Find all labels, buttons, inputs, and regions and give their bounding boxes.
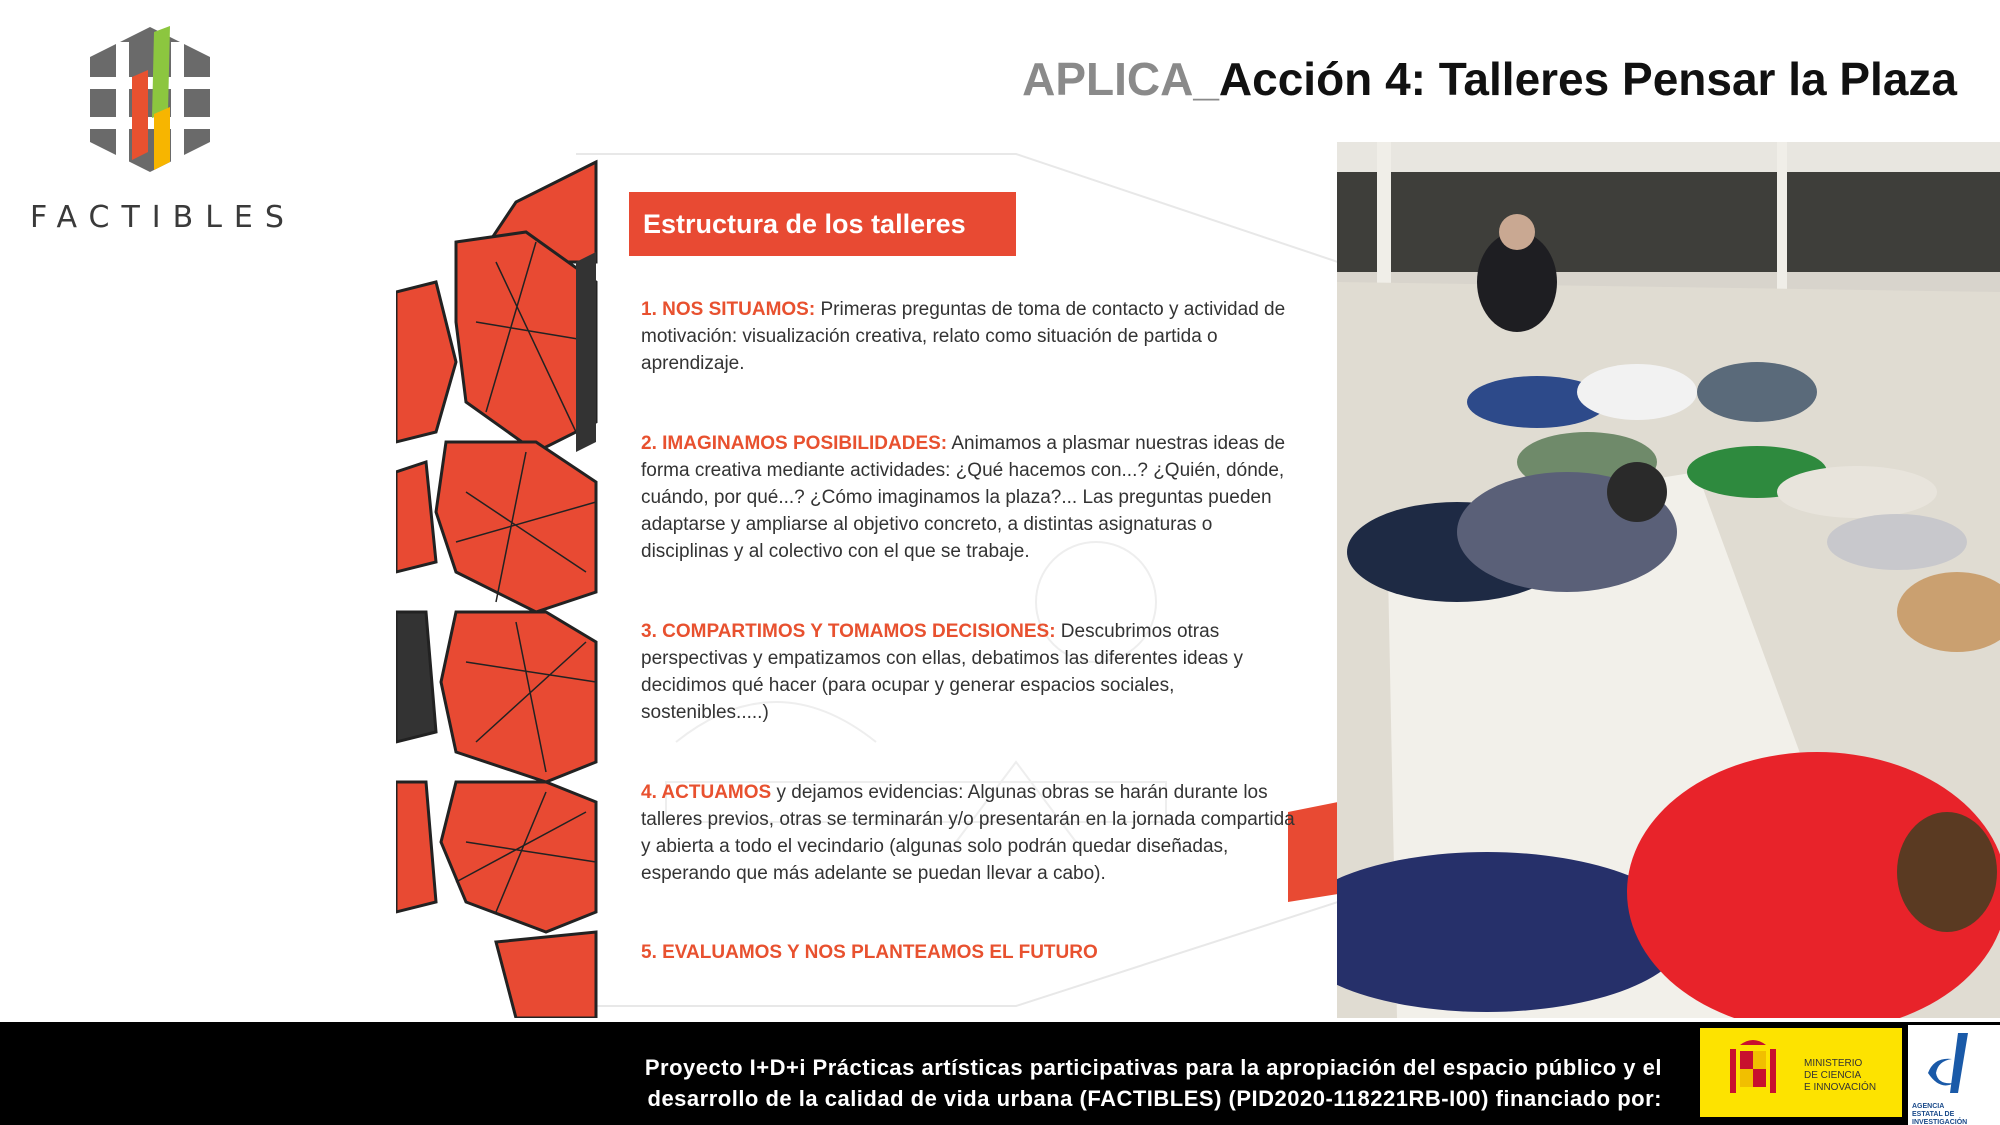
step-4-text: y dejamos evidencias: Algunas obras se harán durante los talleres previos, otras se terminarán y/o presentarán en la jornada compartida y abierta a todo el vecindario (algunas solo podrán quedar diseñadas, esperando que más adelante se puedan llevar a cabo). [641, 782, 1295, 884]
step-1-label: 1. NOS SITUAMOS: [641, 299, 816, 320]
agency-line-2: ESTATAL DE [1912, 1111, 1955, 1118]
ministry-name [1804, 1058, 1876, 1094]
title-prefix: APLICA_ [1022, 53, 1219, 105]
workshop-structure-card [396, 142, 1338, 1018]
step-4 [641, 779, 1301, 887]
step-2 [641, 430, 1301, 565]
step-3 [641, 618, 1301, 726]
step-1 [641, 296, 1301, 377]
agency-name [1912, 1103, 1967, 1125]
step-5-label: 5. EVALUAMOS Y NOS PLANTEAMOS EL FUTURO [641, 942, 1098, 963]
funding-text [542, 1052, 1662, 1114]
logo-wordmark: FACTIBLES [30, 200, 296, 235]
agency-line-3: INVESTIGACIÓN [1912, 1119, 1968, 1125]
ministry-line-2: DE CIENCIA [1804, 1070, 1862, 1081]
workshop-photo [1337, 142, 2000, 1018]
funding-line-1: Proyecto I+D+i Prácticas artísticas participativas para la apropiación del espacio público y el [644, 1055, 1662, 1080]
step-3-text: Descubrimos otras perspectivas y empatizamos con ellas, debatimos las diferentes ideas y decidimos qué hacer (para ocupar y generar espacios sociales, sostenibles.....) [641, 621, 1243, 723]
funding-line-2: desarrollo de la calidad de vida urbana (FACTIBLES) (PID2020-118221RB-I00) financiado por: [647, 1086, 1662, 1111]
step-5 [641, 939, 1301, 966]
title-main: Acción 4: Talleres Pensar la Plaza [1218, 53, 1957, 105]
agency-logo [1908, 1025, 2000, 1125]
funding-footer [0, 1022, 2000, 1125]
card-heading: Estructura de los talleres [629, 192, 1016, 256]
children-on-floor-photo [1337, 142, 2000, 1018]
aei-logo-icon [1914, 1027, 1994, 1103]
ministry-logo [1700, 1028, 1902, 1117]
ministry-line-1: MINISTERIO [1804, 1058, 1863, 1069]
step-4-label: 4. ACTUAMOS [641, 782, 772, 803]
factibles-logo [30, 22, 296, 237]
ministry-line-3: E INNOVACIÓN [1804, 1082, 1877, 1093]
spain-coat-of-arms-icon [1708, 1033, 1798, 1113]
agency-line-1: AGENCIA [1912, 1103, 1945, 1110]
factibles-logo-icon [70, 22, 230, 182]
step-2-text: Animamos a plasmar nuestras ideas de forma creativa mediante actividades: ¿Qué hacemos con...? ¿Quién, dónde, cuándo, por qué...? ¿Cómo imaginamos la plaza?... Las preguntas pueden adaptarse y ampliarse al objetivo concreto, a distintas asignaturas o disciplinas y al colectivo con el que se trabaje. [641, 433, 1286, 562]
page-title [1022, 52, 1957, 106]
step-2-label: 2. IMAGINAMOS POSIBILIDADES: [641, 433, 948, 454]
step-1-text: Primeras preguntas de toma de contacto y actividad de motivación: visualización creativa, relato como situación de partida o aprendizaje. [641, 299, 1286, 374]
step-3-label: 3. COMPARTIMOS Y TOMAMOS DECISIONES: [641, 621, 1056, 642]
